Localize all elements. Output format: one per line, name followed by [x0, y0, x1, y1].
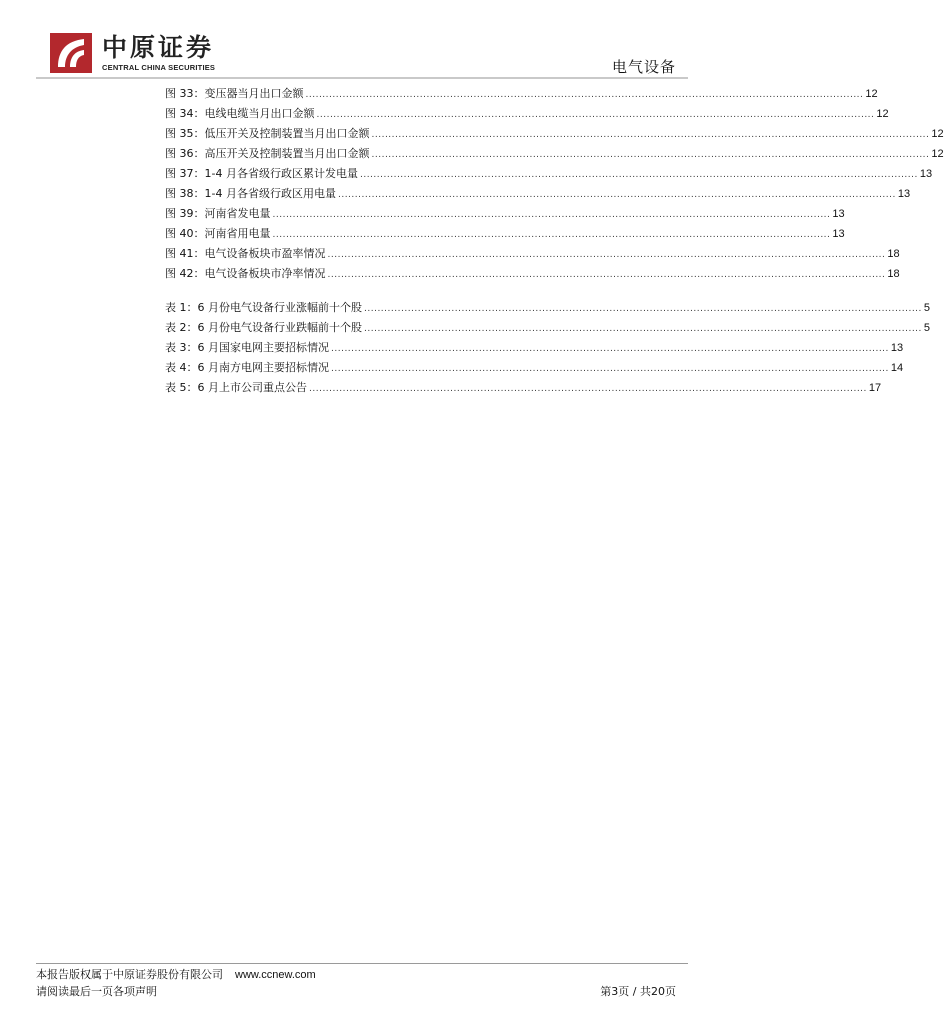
header-divider — [36, 77, 688, 79]
toc-item-label: 表 5：6 月上市公司重点公告 — [165, 381, 307, 394]
toc-item-page: 13 — [832, 208, 845, 220]
toc-item-page: 13 — [919, 168, 933, 180]
toc-leader-dots: ...................................................................................................................................................................... — [371, 130, 930, 140]
toc-item-label: 图 38：1-4 月各省级行政区用电量 — [165, 187, 336, 200]
toc-item-page: 13 — [832, 228, 845, 240]
toc-item-label: 图 42：电气设备板块市净率情况 — [165, 267, 326, 280]
toc-item-page: 13 — [897, 188, 911, 200]
toc-leader-dots: ...................................................................................................................................................................... — [316, 110, 875, 120]
brand-name-cn: 中原证券 — [102, 33, 215, 62]
toc-item-label: 图 41：电气设备板块市盈率情况 — [165, 247, 326, 260]
toc-item-page: 12 — [865, 88, 878, 100]
toc-item-label: 图 40：河南省用电量 — [165, 227, 271, 240]
footer-page-info: 第3页 / 共20页 — [600, 985, 676, 998]
ccs-logo-icon — [50, 33, 92, 73]
footer-url-link[interactable]: www.ccnew.com — [235, 969, 316, 981]
toc-leader-dots: ...................................................................................................................................................................... — [309, 384, 867, 394]
toc-item-figure-34[interactable] — [165, 104, 889, 124]
toc-item-table-1[interactable] — [165, 298, 931, 318]
toc-leader-dots: ...................................................................................................................................................................... — [272, 230, 831, 240]
toc-item-label: 表 3：6 月国家电网主要招标情况 — [165, 341, 329, 354]
toc-item-table-2[interactable] — [165, 318, 931, 338]
toc-item-label: 图 33：变压器当月出口金额 — [165, 87, 304, 100]
toc-item-figure-37[interactable] — [165, 164, 933, 184]
toc-item-table-5[interactable] — [165, 378, 882, 398]
toc-item-page: 14 — [890, 362, 904, 374]
toc-leader-dots: ...................................................................................................................................................................... — [272, 210, 831, 220]
toc-item-label: 图 36：高压开关及控制装置当月出口金额 — [165, 147, 370, 160]
figure-list — [165, 84, 944, 284]
footer-divider — [36, 963, 688, 964]
toc-leader-dots: ...................................................................................................................................................................... — [337, 190, 896, 200]
toc-item-table-4[interactable] — [165, 358, 904, 378]
toc-item-figure-41[interactable] — [165, 244, 900, 264]
toc-item-figure-35[interactable] — [165, 124, 944, 144]
toc-item-figure-36[interactable] — [165, 144, 944, 164]
toc-item-label: 表 2：6 月份电气设备行业跌幅前十个股 — [165, 321, 362, 334]
toc-item-label: 表 1：6 月份电气设备行业涨幅前十个股 — [165, 301, 362, 314]
brand-name-en: CENTRAL CHINA SECURITIES — [102, 63, 216, 72]
toc-item-label: 图 34：电线电缆当月出口金额 — [165, 107, 315, 120]
toc-leader-dots: ...................................................................................................................................................................... — [327, 270, 886, 280]
toc-item-page: 12 — [931, 128, 944, 140]
toc-item-label: 表 4：6 月南方电网主要招标情况 — [165, 361, 329, 374]
toc-item-page: 18 — [887, 248, 900, 260]
toc-gap — [165, 284, 685, 298]
toc-leader-dots: ...................................................................................................................................................................... — [331, 364, 889, 374]
toc-item-page: 13 — [890, 342, 904, 354]
footer-disclaimer: 请阅读最后一页各项声明 — [36, 985, 157, 998]
toc-item-figure-39[interactable] — [165, 204, 845, 224]
footer-copyright: 本报告版权属于中原证券股份有限公司 — [36, 968, 223, 981]
toc-item-page: 18 — [887, 268, 900, 280]
toc-leader-dots: ...................................................................................................................................................................... — [327, 250, 886, 260]
toc-item-label: 图 37：1-4 月各省级行政区累计发电量 — [165, 167, 358, 180]
toc-item-page: 17 — [868, 382, 882, 394]
toc-leader-dots: ...................................................................................................................................................................... — [364, 324, 922, 334]
toc-leader-dots: ...................................................................................................................................................................... — [359, 170, 918, 180]
toc-item-label: 图 39：河南省发电量 — [165, 207, 271, 220]
toc-item-figure-33[interactable] — [165, 84, 878, 104]
toc-leader-dots: ...................................................................................................................................................................... — [371, 150, 930, 160]
toc-item-label: 图 35：低压开关及控制装置当月出口金额 — [165, 127, 370, 140]
toc-leader-dots: ...................................................................................................................................................................... — [331, 344, 889, 354]
toc-item-page: 5 — [923, 322, 931, 334]
toc-item-page: 12 — [931, 148, 944, 160]
table-list — [165, 298, 931, 398]
table-of-contents — [165, 84, 944, 398]
footer-copyright-line — [36, 967, 316, 983]
page-header — [0, 0, 724, 80]
toc-item-page: 12 — [876, 108, 889, 120]
section-title: 电气设备 — [611, 58, 676, 76]
toc-leader-dots: ...................................................................................................................................................................... — [305, 90, 864, 100]
toc-item-figure-38[interactable] — [165, 184, 911, 204]
toc-item-page: 5 — [923, 302, 931, 314]
toc-item-table-3[interactable] — [165, 338, 904, 358]
toc-leader-dots: ...................................................................................................................................................................... — [364, 304, 922, 314]
toc-item-figure-40[interactable] — [165, 224, 845, 244]
toc-item-figure-42[interactable] — [165, 264, 900, 284]
